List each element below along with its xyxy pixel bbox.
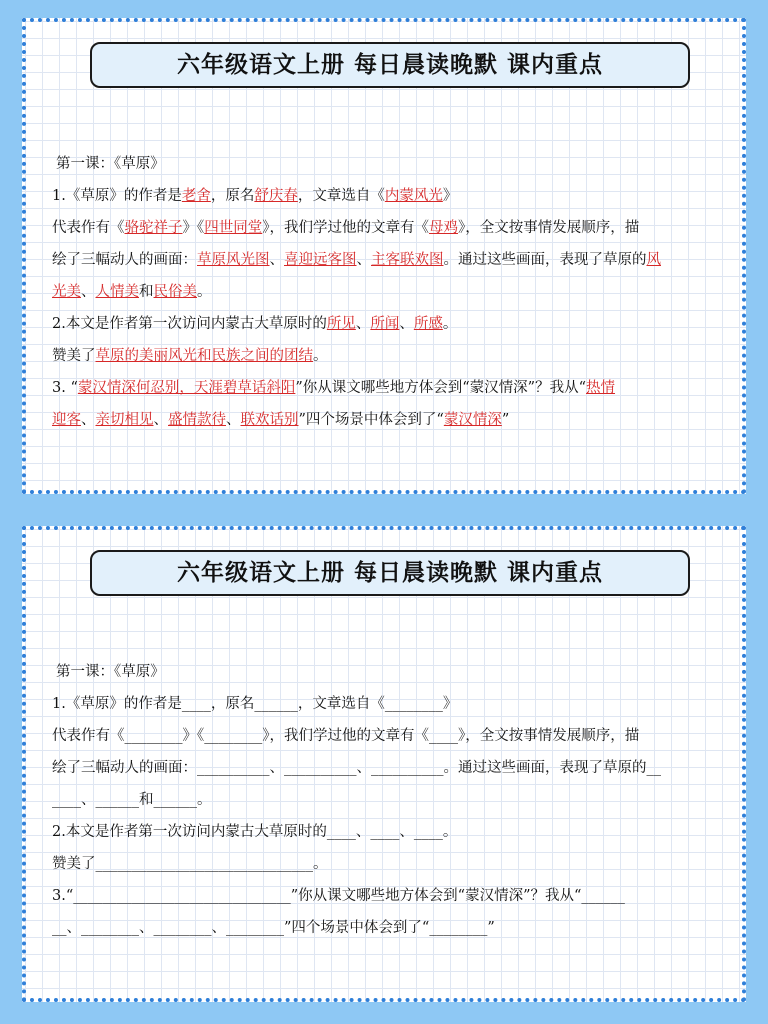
text-line: 3.“______________________________”你从课文哪些地方体会到“蒙汉情深”？我从“______	[52, 888, 625, 904]
text-line	[52, 404, 726, 436]
static-text: 、	[269, 252, 284, 268]
text-line: 绘了三幅动人的画面：__________、__________、__________。通过这些画面，表现了草原的__	[52, 760, 661, 776]
static-text: 、	[81, 412, 96, 428]
answer-text: 人情美	[95, 284, 139, 300]
answer-text: 内蒙风光	[384, 188, 443, 204]
answer-text: 舒庆春	[254, 188, 298, 204]
answer-text: 所闻	[370, 316, 400, 332]
answer-text: 蒙汉情深何忍别，天涯碧草话斜阳	[77, 380, 296, 396]
fill-in-blank-card	[22, 526, 746, 1002]
text-line: __、________、________、________”四个场景中体会到了“________”	[52, 920, 495, 936]
text-line	[52, 276, 726, 308]
static-text: 。通过这些画面，表现了草原的	[443, 252, 647, 268]
static-text: 、	[355, 316, 371, 332]
answer-text: 民俗美	[153, 284, 197, 300]
static-text: 1.《草原》的作者是	[52, 188, 182, 204]
lesson-heading: 第一课：《草原》	[56, 664, 165, 680]
answer-text: 主客联欢图	[371, 252, 444, 268]
static-text: 》，全文按事情发展顺序，描	[458, 220, 640, 236]
text-line: ____、______和______。	[52, 792, 212, 808]
static-text: ，原名	[210, 188, 255, 204]
text-line	[52, 372, 726, 404]
answer-text: 骆驼祥子	[124, 220, 183, 236]
static-text: 代表作有《	[52, 220, 125, 236]
card-body	[52, 148, 726, 436]
static-text: 、	[153, 412, 168, 428]
answer-text: 所感	[413, 316, 443, 332]
static-text: 。	[313, 348, 328, 364]
lesson-heading: 第一课：《草原》	[56, 156, 165, 172]
static-text: ”	[501, 412, 510, 428]
text-line	[52, 180, 726, 212]
answer-text: 所见	[326, 316, 356, 332]
text-line	[52, 244, 726, 276]
static-text: 赞美了	[52, 348, 96, 364]
static-text: 。	[197, 284, 212, 300]
static-text: ，文章选自《	[297, 188, 385, 204]
text-line: 代表作有《________》《________》，我们学过他的文章有《____》，全文按事情发展顺序，描	[52, 728, 640, 744]
answer-text: 盛情款待	[168, 412, 226, 428]
card-body	[52, 656, 726, 944]
text-line: 1.《草原》的作者是____，原名______，文章选自《________》	[52, 696, 458, 712]
static-text: 。	[442, 316, 458, 332]
card-title: 六年级语文上册 每日晨读晚默 课内重点	[90, 42, 690, 88]
static-text: ”你从课文哪些地方体会到“蒙汉情深”？我从“	[295, 380, 587, 396]
static-text: 、	[356, 252, 371, 268]
answer-text: 风	[646, 252, 661, 268]
answer-text: 草原的美丽风光和民族之间的团结	[95, 348, 313, 364]
answer-text: 喜迎远客图	[284, 252, 357, 268]
static-text: 、	[226, 412, 241, 428]
answer-text: 联欢话别	[240, 412, 299, 428]
static-text: 》	[442, 188, 458, 204]
answer-text: 亲切相见	[95, 412, 154, 428]
static-text: ”四个场景中体会到了“	[298, 412, 444, 428]
answer-text: 热情	[586, 380, 616, 396]
text-line: 2.本文是作者第一次访问内蒙古大草原时的____、____、____。	[52, 824, 458, 840]
text-line	[52, 308, 726, 340]
text-line	[52, 212, 726, 244]
static-text: 3. “	[52, 380, 78, 396]
text-line	[52, 340, 726, 372]
static-text: 、	[399, 316, 414, 332]
static-text: 》《	[182, 220, 205, 236]
static-text: 和	[139, 284, 154, 300]
static-text: 》，我们学过他的文章有《	[262, 220, 429, 236]
card-title: 六年级语文上册 每日晨读晚默 课内重点	[90, 550, 690, 596]
answer-text: 光美	[52, 284, 81, 300]
answer-text: 迎客	[52, 412, 81, 428]
answer-text: 母鸡	[429, 220, 458, 236]
blank-lines	[52, 688, 726, 944]
answer-text: 四世同堂	[204, 220, 263, 236]
answer-card	[22, 18, 746, 494]
text-line: 赞美了______________________________。	[52, 856, 328, 872]
answer-text: 蒙汉情深	[443, 412, 502, 428]
answer-text: 老舍	[181, 188, 211, 204]
static-text: 2.本文是作者第一次访问内蒙古大草原时的	[52, 316, 327, 332]
static-text: 、	[81, 284, 96, 300]
answer-text: 草原风光图	[197, 252, 270, 268]
static-text: 绘了三幅动人的画面：	[52, 252, 197, 268]
answer-lines	[52, 180, 726, 436]
